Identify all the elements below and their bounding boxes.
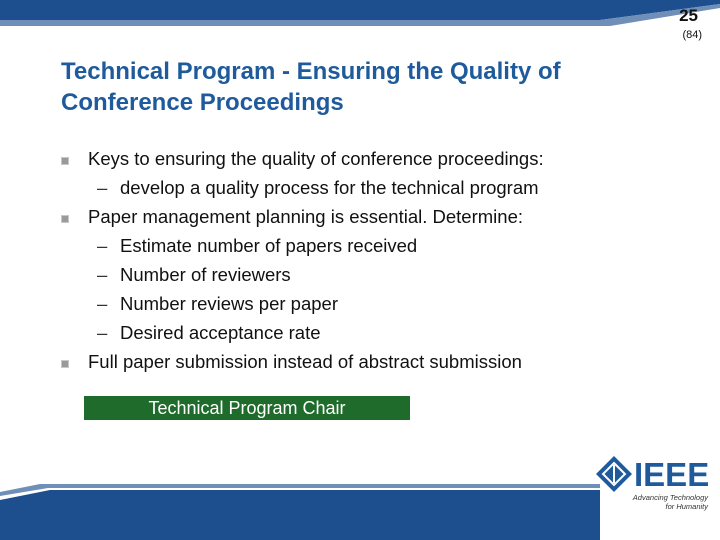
slide-total: (84) (682, 29, 702, 41)
slide-number: 25 (679, 6, 698, 25)
dash-icon: – (97, 264, 108, 285)
bullet-item: Paper management planning is essential. Determine: (88, 206, 523, 227)
bullet-square-icon (61, 360, 69, 368)
dash-icon: – (97, 177, 108, 198)
dash-icon: – (97, 322, 108, 343)
ieee-diamond-icon (596, 456, 632, 492)
dash-icon: – (97, 293, 108, 314)
bullet-item: Keys to ensuring the quality of conference proceedings: (88, 148, 544, 169)
sub-bullet-item: Number reviews per paper (120, 293, 338, 314)
ieee-logo (592, 454, 712, 516)
ieee-tagline-line-1: Advancing Technology (632, 493, 708, 502)
sub-bullet-item: Desired acceptance rate (120, 322, 321, 343)
slide-title: Technical Program - Ensuring the Quality of Conference Proceedings (61, 58, 561, 116)
dash-icon: – (97, 235, 108, 256)
bullet-square-icon (61, 157, 69, 165)
sub-bullet-item: Estimate number of papers received (120, 235, 418, 256)
bullet-square-icon (61, 215, 69, 223)
role-label-box: Technical Program Chair (84, 396, 410, 420)
bullet-item: Full paper submission instead of abstract submission (88, 351, 522, 372)
ieee-tagline-line-2: for Humanity (665, 502, 708, 511)
top-blue-band (0, 0, 720, 50)
sub-bullet-item: develop a quality process for the technical program (120, 177, 539, 198)
ieee-wordmark: IEEE (634, 456, 710, 493)
sub-bullet-item: Number of reviewers (120, 264, 291, 285)
